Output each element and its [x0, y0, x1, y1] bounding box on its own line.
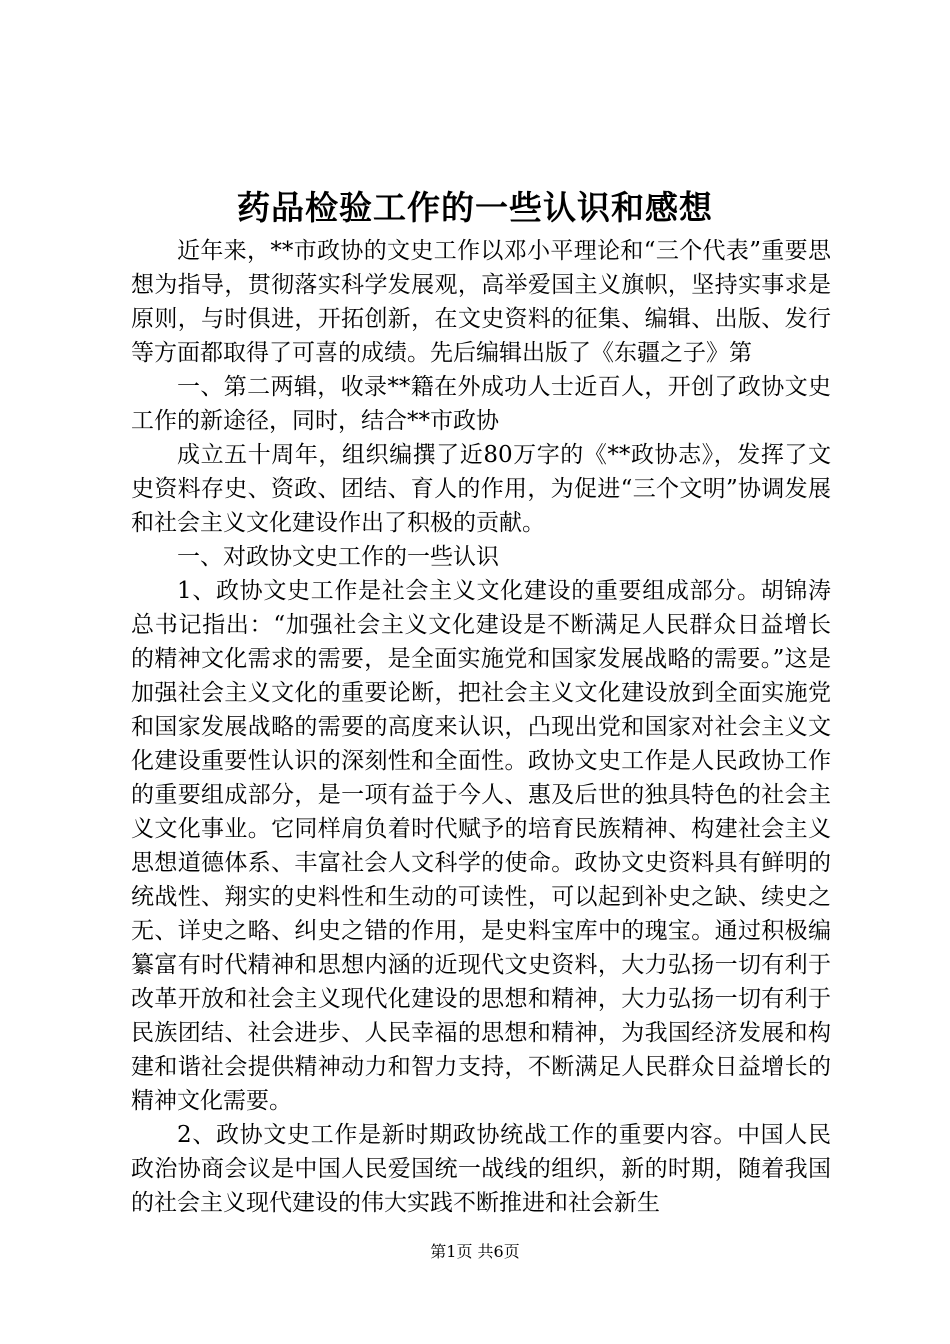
- document-title: 药品检验工作的一些认识和感想: [237, 188, 713, 227]
- page-indicator: 第1页 共6页: [430, 1242, 520, 1261]
- section-heading: 一、对政协文史工作的一些认识: [177, 544, 499, 570]
- paragraph-point-1: 1、政协文史工作是社会主义文化建设的重要组成部分。胡锦涛总书记指出：“加强社会主义文化建设是不断满足人民群众日益增长的精神文化需求的需要，是全面实施党和国家发展战略的需要。”这是加强社会主义文化的重要论断，把社会主义文化建设放到全面实施党和国家发展战略的需要的高度来认识，凸现出党和国家对社会主义文化建设重要性认识的深刻性和全面性。政协文史工作是人民政协工作的重要组成部分，是一项有益于今人、惠及后世的独具特色的社会主义文化事业。它同样肩负着时代赋予的培育民族精神、构建社会主义思想道德体系、丰富社会人文科学的使命。政协文史资料具有鲜明的统战性、翔实的史料性和生动的可读性，可以起到补史之缺、续史之无、详史之略、纠史之错的作用，是史料宝库中的瑰宝。通过积极编纂富有时代精神和思想内涵的近现代文史资料，大力弘扬一切有利于改革开放和社会主义现代化建设的思想和精神，大力弘扬一切有利于民族团结、社会进步、人民幸福的思想和精神，为我国经济发展和构建和谐社会提供精神动力和智力支持，不断满足人民群众日益增长的精神文化需要。: [131, 578, 831, 1114]
- paragraph-point-2: 2、政协文史工作是新时期政协统战工作的重要内容。中国人民政治协商会议是中国人民爱国统一战线的组织，新的时期，随着我国的社会主义现代建设的伟大实践不断推进和社会新生: [131, 1122, 831, 1216]
- paragraph-intro: 近年来，**市政协的文史工作以邓小平理论和“三个代表”重要思想为指导，贯彻落实科学发展观，高举爱国主义旗帜，坚持实事求是原则，与时俱进，开拓创新，在文史资料的征集、编辑、出版、发行等方面都取得了可喜的成绩。先后编辑出版了《东疆之子》第: [131, 238, 831, 366]
- paragraph-anniversary: 成立五十周年，组织编撰了近80万字的《**政协志》，发挥了文史资料存史、资政、团结、育人的作用，为促进“三个文明”协调发展和社会主义文化建设作出了积极的贡献。: [131, 442, 831, 536]
- document-body: [131, 234, 831, 1220]
- paragraph-second-volume: 一、第二两辑，收录**籍在外成功人士近百人，开创了政协文史工作的新途径，同时，结合**市政协: [131, 374, 831, 434]
